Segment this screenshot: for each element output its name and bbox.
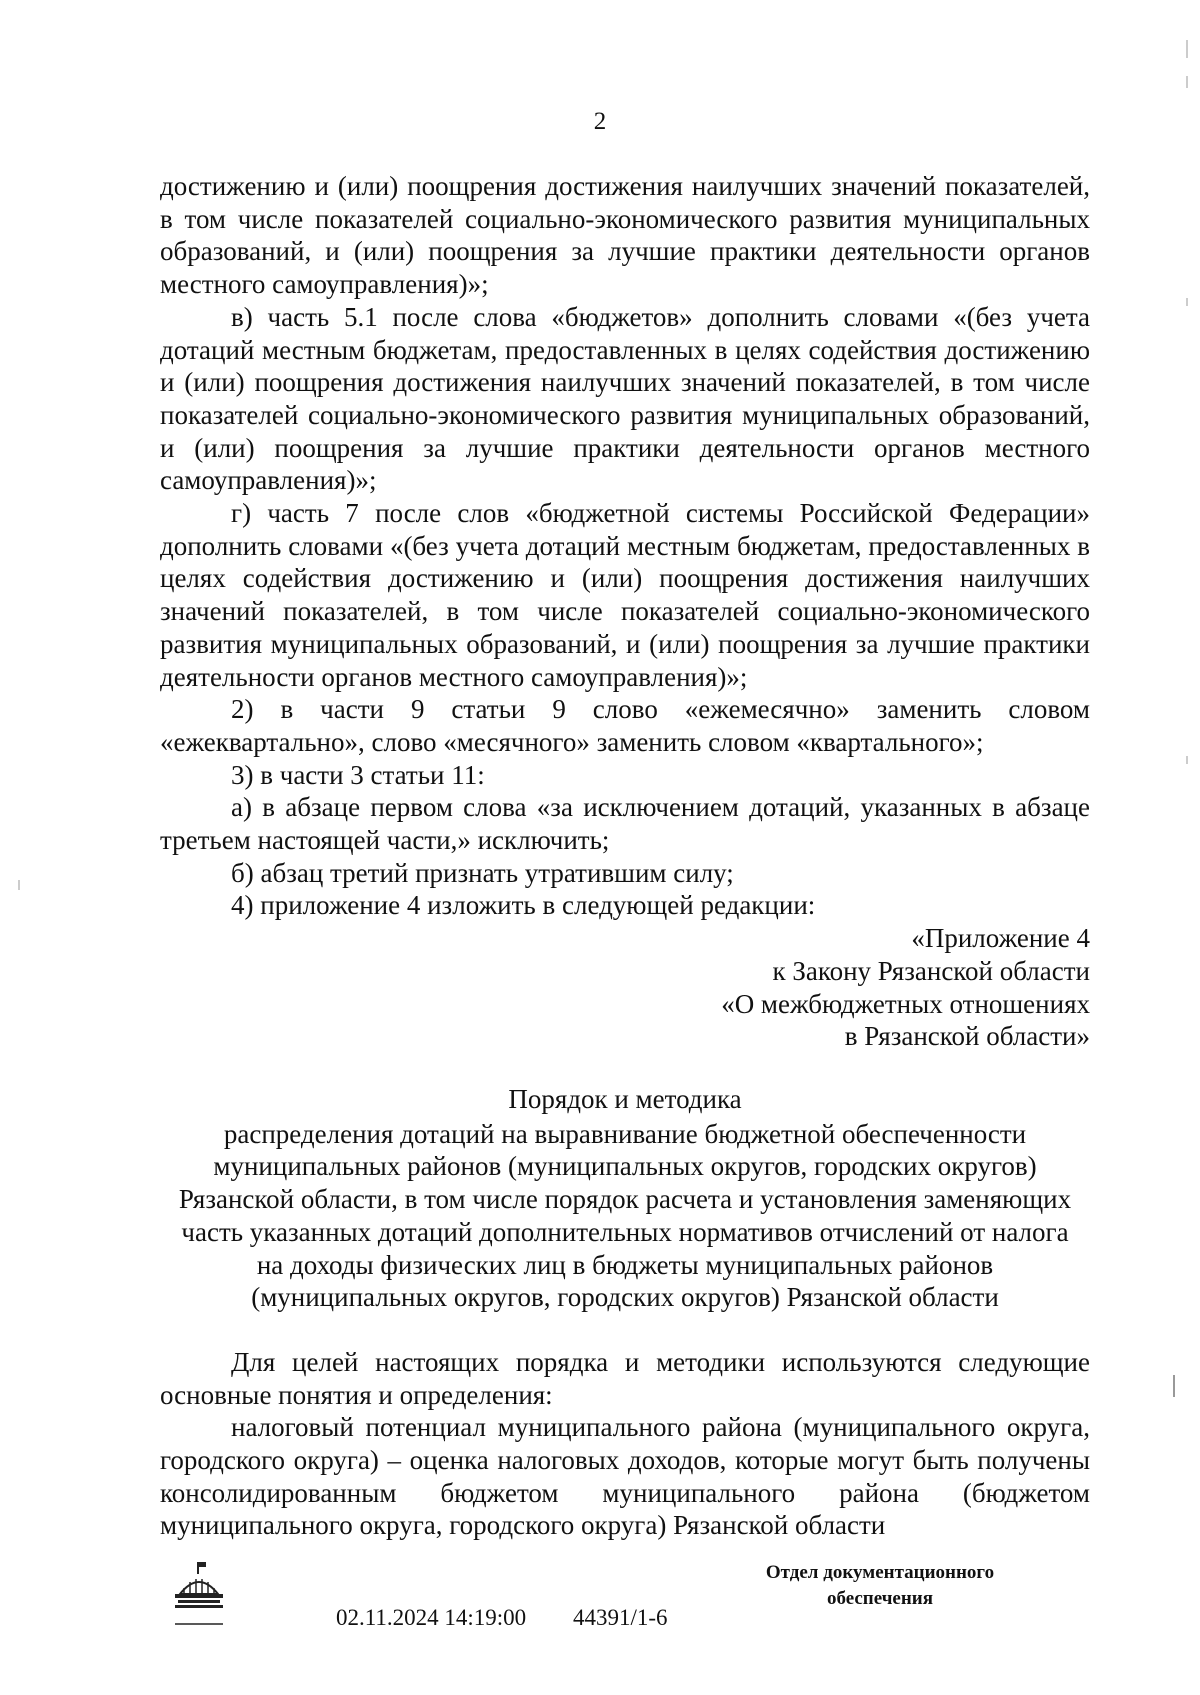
scan-artifact [1186, 298, 1188, 306]
paragraph-item-4: 4) приложение 4 изложить в следующей редакции: [231, 890, 816, 921]
section-subtitle-line: (муниципальных округов, городских округов) Рязанской области [251, 1282, 999, 1313]
appendix-ref-line: в Рязанской области» [844, 1021, 1090, 1052]
document-footer [0, 1560, 1200, 1670]
section-subtitle-line: Рязанской области, в том числе порядок расчета и установления заменяющих [178, 1184, 1072, 1215]
section-subtitle-line: на доходы физических лиц в бюджеты муниципальных районов [256, 1249, 994, 1280]
section-title: Порядок и методика [508, 1083, 742, 1114]
paragraph-definitions-intro: Для целей настоящих порядка и методики используются следующие основные понятия и определения: [160, 1346, 1090, 1410]
footer-timestamp: 02.11.2024 14:19:00 [336, 1605, 527, 1630]
scan-artifact [1186, 76, 1188, 88]
paragraph-definition-tax-potential: налоговый потенциал муниципального района (муниципального округа, городского округа) – оценка налоговых доходов, которые могут быть получены консолидированным бюджетом муниципального района (бюджетом муниципального округа, городского округа) Рязанской области [160, 1412, 1090, 1541]
footer-document-number: 44391/1-6 [573, 1605, 668, 1630]
section-title-block [160, 1083, 1090, 1314]
scan-artifact [1186, 756, 1188, 764]
paragraph-item-3: 3) в части 3 статьи 11: [231, 759, 485, 790]
footer-department-line: обеспечения [826, 1588, 934, 1609]
appendix-ref-line: «Приложение 4 [911, 923, 1090, 954]
footer-department-line: Отдел документационного [765, 1562, 995, 1583]
section-subtitle-line: часть указанных дотаций дополнительных нормативов отчислений от налога [181, 1216, 1069, 1247]
duma-logo-icon [170, 1560, 228, 1630]
footer-department-stamp [740, 1560, 1020, 1612]
paragraph-item-g: г) часть 7 после слов «бюджетной системы Российской Федерации» дополнить словами «(без учета дотаций местным бюджетам, предоставленных в целях содействия достижению и (или) поощрения достижения наилучших значений показателей, в том числе показателей социально-экономического развития муниципальных образований, и (или) поощрения за лучшие практики деятельности органов местного самоуправления)»; [160, 498, 1090, 692]
paragraph-item-2: 2) в части 9 статьи 9 слово «ежемесячно» заменить словом «ежеквартально», слово «месячного» заменить словом «квартального»; [160, 694, 1090, 757]
scan-artifact [1186, 40, 1188, 58]
page-number: 2 [593, 108, 607, 135]
appendix-reference [160, 922, 1090, 1053]
section-subtitle-line: распределения дотаций на выравнивание бюджетной обеспеченности [223, 1118, 1027, 1149]
appendix-ref-line: к Закону Рязанской области [772, 955, 1090, 986]
document-body [160, 170, 1090, 1542]
appendix-ref-line: «О межбюджетных отношениях [721, 988, 1090, 1019]
spacer [160, 1314, 1090, 1346]
paragraph-item-v: в) часть 5.1 после слова «бюджетов» дополнить словами «(без учета дотаций местным бюджетам, предоставленных в целях содействия достижению и (или) поощрения достижения наилучших значений показателей, в том числе показателей социально-экономического развития муниципальных образований, и (или) поощрения за лучшие практики деятельности органов местного самоуправления)»; [160, 301, 1090, 496]
paragraph-item-a: а) в абзаце первом слова «за исключением дотаций, указанных в абзаце третьем настоящей части,» исключить; [160, 792, 1090, 856]
paragraph-continuation: достижению и (или) поощрения достижения наилучших значений показателей, в том числе показателей социально-экономического развития муниципальных образований, и (или) поощрения за лучшие практики деятельности органов местного самоуправления)»; [160, 171, 1090, 300]
scan-artifact [1173, 1375, 1175, 1397]
paragraph-item-b: б) абзац третий признать утратившим силу; [231, 857, 734, 888]
section-subtitle-line: муниципальных районов (муниципальных округов, городских округов) [213, 1151, 1037, 1182]
scan-artifact [18, 880, 20, 890]
